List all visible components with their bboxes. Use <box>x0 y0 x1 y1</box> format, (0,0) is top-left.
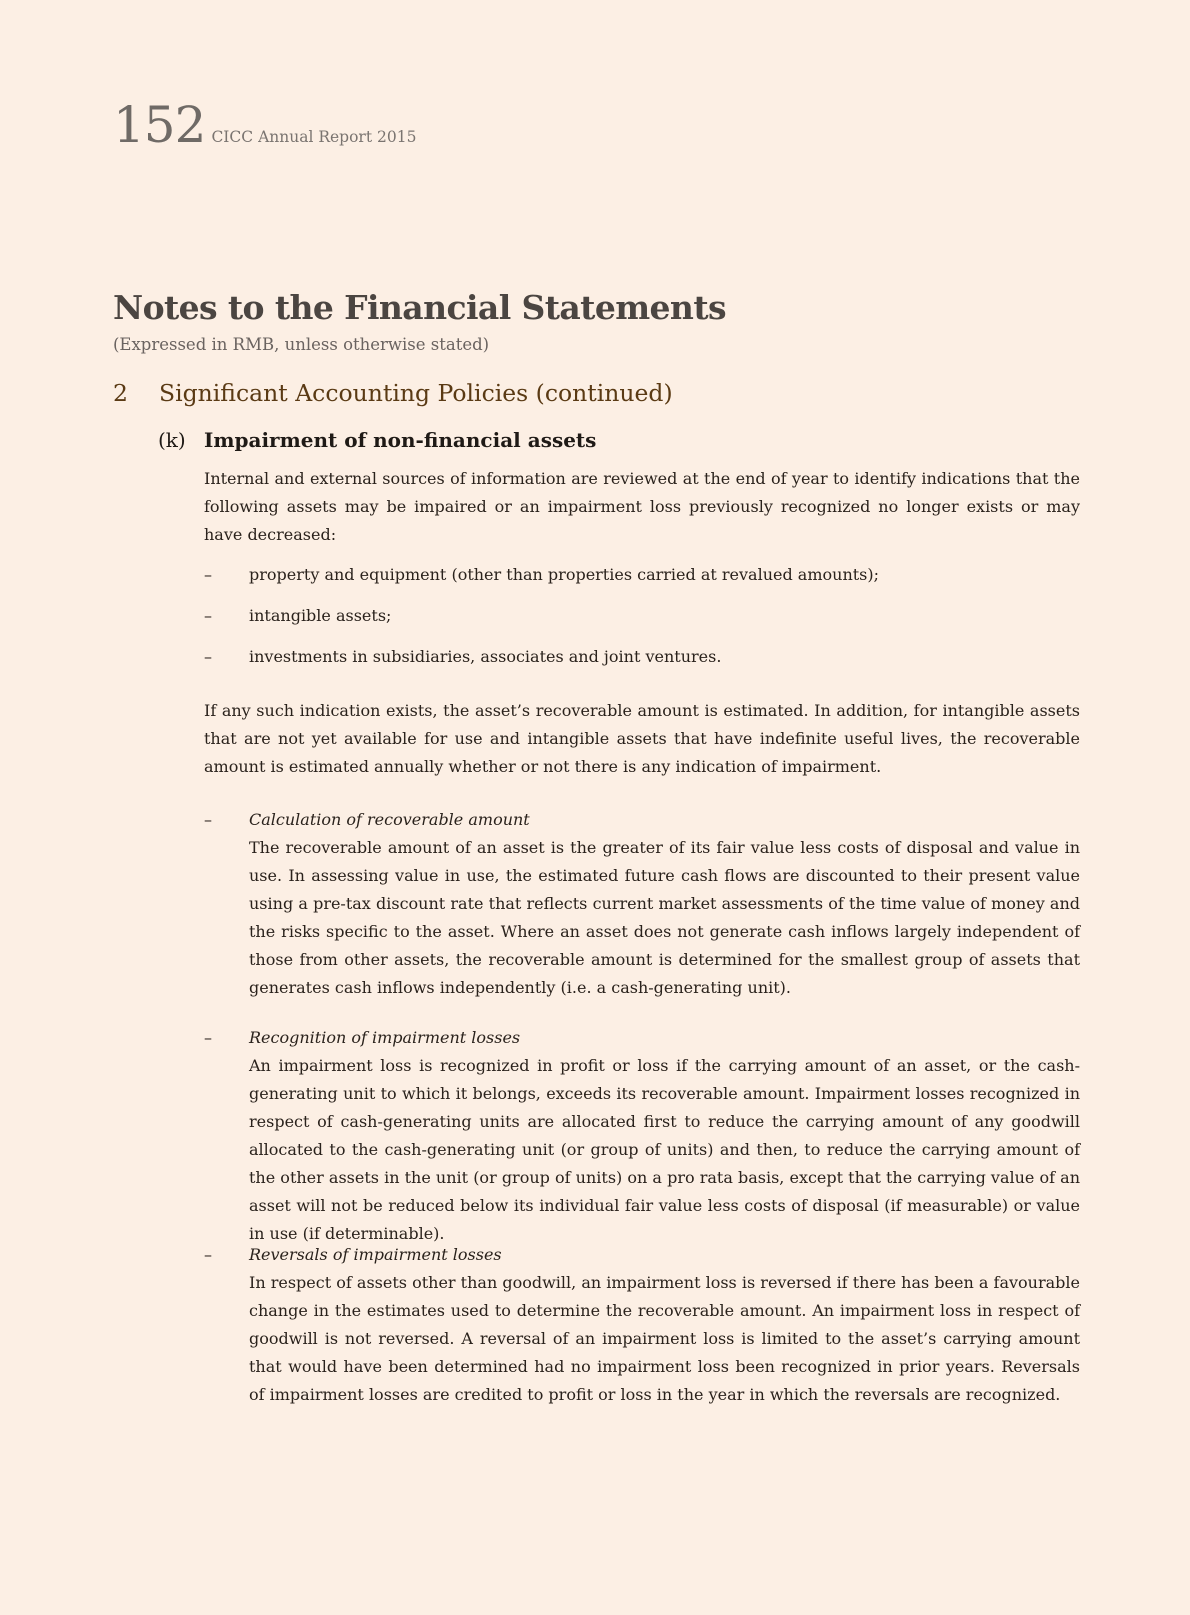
bullet-dash: – <box>204 1245 212 1264</box>
subsection-heading <box>158 428 596 452</box>
sub-heading: Calculation of recoverable amount <box>249 810 530 829</box>
page-number: 152 <box>113 96 206 154</box>
section-title: Significant Accounting Policies (continued) <box>159 379 673 407</box>
sub-body: An impairment loss is recognized in profit or loss if the carrying amount of an asset, or the cash-generating unit to which it belongs, exceeds its recoverable amount. Impairment losses recognized in respect of cash-generating units are allocated first to reduce the carrying amount of any goodwill allocated to the cash-generating unit (or group of units) and then, to reduce the carrying amount of the other assets in the unit (or group of units) on a pro rata basis, except that the carrying value of an asset will not be reduced below its individual fair value less costs of disposal (if measurable) or value in use (if determinable). <box>249 1056 1080 1243</box>
indication-paragraph: If any such indication exists, the asset’s recoverable amount is estimated. In addition, for intangible assets that are not yet available for use and intangible assets that have indefinite useful lives, the recoverable amount is estimated annually whether or not there is any indication of impairment. <box>204 701 1080 776</box>
sub-body: The recoverable amount of an asset is the greater of its fair value less costs of disposal and value in use. In assessing value in use, the estimated future cash flows are discounted to their present value using a pre-tax discount rate that reflects current market assessments of the time value of money and the risks specific to the asset. Where an asset does not generate cash inflows largely independent of those from other assets, the recoverable amount is determined for the smallest group of assets that generates cash inflows independently (i.e. a cash-generating unit). <box>249 838 1080 997</box>
bullet-dash: – <box>204 810 212 829</box>
section-heading <box>113 379 673 407</box>
bullet-dash: – <box>204 1028 212 1047</box>
sub-body: In respect of assets other than goodwill, an impairment loss is reversed if there has been a favourable change in the estimates used to determine the recoverable amount. An impairment loss in respect of goodwill is not reversed. A reversal of an impairment loss is limited to the asset’s carrying amount that would have been determined had no impairment loss been recognized in prior years. Reversals of impairment losses are credited to profit or loss in the year in which the reversals are recognized. <box>249 1273 1080 1404</box>
bullet-dash: – <box>204 606 212 625</box>
list-item <box>204 602 391 630</box>
recognition-block <box>204 1024 1080 1248</box>
recoverable-amount-block <box>204 806 1080 1002</box>
list-item-text: intangible assets; <box>249 606 392 625</box>
sub-heading: Recognition of impairment losses <box>249 1028 521 1047</box>
subsection-title: Impairment of non-financial assets <box>204 428 597 452</box>
list-item <box>204 643 721 671</box>
report-title: CICC Annual Report 2015 <box>211 128 417 146</box>
subsection-letter: (k) <box>158 428 186 452</box>
section-number: 2 <box>113 379 128 407</box>
reversals-block <box>204 1241 1080 1409</box>
list-item <box>204 561 879 589</box>
notes-title: Notes to the Financial Statements <box>113 288 726 327</box>
notes-subtitle: (Expressed in RMB, unless otherwise stated) <box>113 335 490 354</box>
list-item-text: property and equipment (other than properties carried at revalued amounts); <box>249 565 880 584</box>
page-header <box>113 96 416 154</box>
bullet-dash: – <box>204 565 212 584</box>
sub-heading: Reversals of impairment losses <box>249 1245 502 1264</box>
list-item-text: investments in subsidiaries, associates and joint ventures. <box>249 647 722 666</box>
bullet-dash: – <box>204 647 212 666</box>
intro-paragraph: Internal and external sources of information are reviewed at the end of year to identify indications that the following assets may be impaired or an impairment loss previously recognized no longer exists or may have decreased: <box>204 469 1080 544</box>
